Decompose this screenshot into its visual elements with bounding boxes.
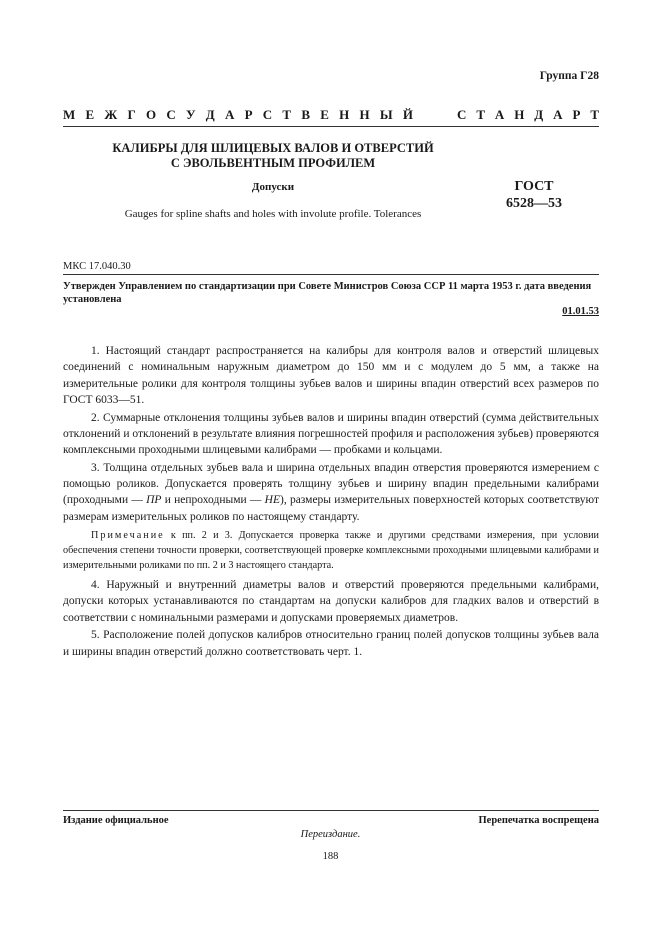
banner-letter: М: [63, 107, 76, 122]
banner-letter: Г: [127, 107, 136, 122]
paragraph-1: 1. Настоящий стандарт распространяется на калибры для контроля валов и отверстий шлицевых соединений с номинальным наружным диаметром до 150 мм и с модулем до 5 мм, а также на измерительные ролики для контроля толщины зубьев валов и ширины впадин отверстий всех размеров по ГОСТ 6033—51.: [63, 345, 599, 406]
banner-letter: С: [166, 107, 176, 122]
paragraph-2: 2. Суммарные отклонения толщины зубьев валов и ширины впадин отверстий (сумма действительных отклонений и отклонений в результате влияния погрешностей профиля и расположения зубьев) проверяются комплексными проходными шлицевыми калибрами — пробками и кольцами.: [63, 411, 599, 457]
standard-banner: [63, 107, 599, 123]
gost-number: 6528—53: [506, 196, 562, 211]
banner-letter: Е: [85, 107, 95, 122]
banner-letter: Ж: [104, 107, 118, 122]
banner-letter: Т: [282, 107, 292, 122]
banner-letter: А: [494, 107, 505, 122]
title-line-1: КАЛИБРЫ ДЛЯ ШЛИЦЕВЫХ ВАЛОВ И ОТВЕРСТИЙ: [112, 141, 434, 155]
gost-label: ГОСТ: [514, 179, 554, 194]
banner-letter: А: [553, 107, 563, 122]
gost-designation: [500, 178, 568, 212]
header-rule: [63, 126, 599, 127]
banner-letter: У: [186, 107, 196, 122]
page-number: 188: [322, 851, 339, 862]
meta-rule: [63, 274, 599, 275]
title-line-2: С ЭВОЛЬВЕНТНЫМ ПРОФИЛЕМ: [170, 156, 376, 170]
note-label: Примечание: [91, 530, 165, 542]
banner-letter: Р: [244, 107, 253, 122]
banner-letter: Н: [359, 107, 370, 122]
document-body: [63, 343, 599, 661]
banner-letter: О: [146, 107, 157, 122]
official-edition-label: Издание официальное: [63, 815, 169, 826]
banner-letter: А: [224, 107, 235, 122]
english-title: Gauges for spline shafts and holes with involute profile. Tolerances: [124, 208, 422, 220]
pr-mark: ПР: [146, 494, 162, 507]
banner-letter: Е: [320, 107, 329, 122]
banner-letter: Д: [534, 107, 544, 122]
document-subtitle: Допуски: [251, 181, 295, 193]
banner-letter: С: [457, 107, 467, 122]
banner-letter: Д: [205, 107, 215, 122]
paragraph-4: 4. Наружный и внутренний диаметры валов и отверстий проверяются предельными калибрами, допуски которых устанавливаются по стандартам на допуски калибров для гладких валов и отверстий в соответствии с номинальными размерами и допусками проверяемых диаметров.: [63, 579, 599, 624]
approval-statement: Утвержден Управлением по стандартизации при Совете Министров Союза ССР 11 марта 1953 г. дата введения установлена: [63, 281, 592, 305]
banner-left: [63, 107, 413, 123]
banner-letter: Т: [476, 107, 485, 122]
banner-letter: В: [301, 107, 310, 122]
introduction-date: 01.01.53: [562, 306, 599, 317]
banner-letter: Р: [572, 107, 581, 122]
reprint-prohibited-label: Перепечатка воспрещена: [478, 815, 599, 826]
banner-letter: Т: [590, 107, 599, 122]
mks-code: МКС 17.040.30: [63, 261, 131, 272]
note-text: к пп. 2 и 3. Допускается проверка также и другими средствами измерения, при условии обеспечения степени точности проверки, соответствующей проверке комплексными проходными шлицевыми калибрами и измерительными роликами по пп. 2 и 3 настоящего стандарта.: [63, 530, 599, 572]
note-paragraph: [63, 528, 599, 573]
group-code: Группа Г28: [539, 70, 599, 82]
ne-mark: НЕ: [264, 494, 280, 507]
banner-letter: Н: [339, 107, 350, 122]
paragraph-3: 3. Толщина отдельных зубьев вала и ширина отдельных впадин отверстия проверяются измерением с помощью роликов. Допускается проверять толщину зубьев и ширину впадин предельными калибрами (проходными — ПР и непроходными — НЕ), размеры измерительных поверхностей которых соответствуют размерам измерительных роликов по настоящему стандарту.: [63, 461, 599, 523]
banner-letter: С: [262, 107, 273, 122]
reissue-label: Переиздание.: [300, 829, 361, 840]
banner-letter: Й: [402, 107, 413, 122]
banner-right: [457, 107, 599, 123]
paragraph-5: 5. Расположение полей допусков калибров относительно границ полей допусков толщины зубьев вала и ширины впадин отверстий должно соответствовать черт. 1.: [63, 629, 599, 658]
document-title: [63, 141, 483, 171]
footer-rule: [63, 810, 599, 811]
banner-letter: Ы: [379, 107, 393, 122]
banner-letter: Н: [514, 107, 525, 122]
